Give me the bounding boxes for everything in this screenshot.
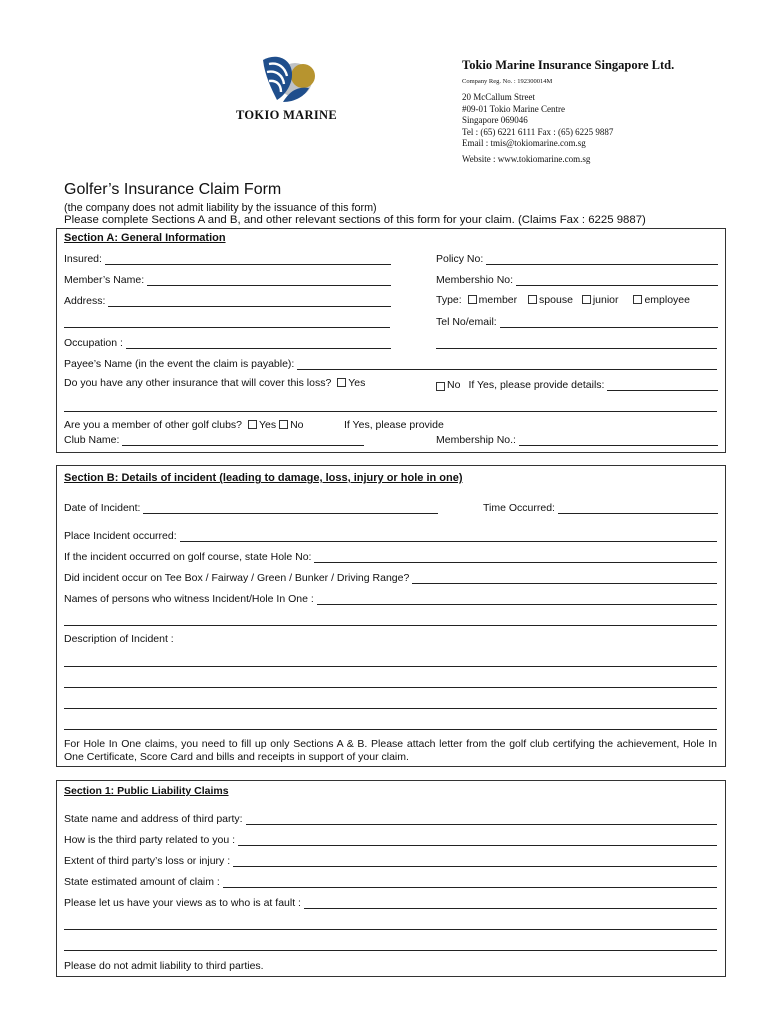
- address-line: Tel : (65) 6221 6111 Fax : (65) 6225 9887: [462, 126, 614, 137]
- other-insurance-yes-checkbox[interactable]: [337, 378, 346, 387]
- golf-club-yes-checkbox[interactable]: [248, 420, 257, 429]
- other-insurance-details-field[interactable]: [436, 377, 718, 391]
- membership-no-label: Membershio No:: [436, 274, 514, 286]
- type-junior-checkbox[interactable]: [582, 295, 591, 304]
- address-line: Singapore 069046: [462, 115, 528, 125]
- address-field[interactable]: [64, 293, 391, 307]
- time-occurred-field[interactable]: [483, 500, 718, 514]
- company-registration: Company Reg. No. : 192300014M: [462, 78, 553, 85]
- tel-email-field[interactable]: [436, 314, 718, 328]
- views-label: Please let us have your views as to who is at fault :: [64, 897, 301, 909]
- place-label: Place Incident occurred:: [64, 530, 177, 542]
- form-instruction: Please complete Sections A and B, and other relevant sections of this form for your claim. (Claims Fax : 6225 9887): [64, 214, 646, 226]
- witnesses-field[interactable]: [64, 591, 717, 605]
- golf-club-yes-label: Yes: [258, 419, 277, 431]
- location-label: Did incident occur on Tee Box / Fairway / Green / Bunker / Driving Range?: [64, 572, 410, 584]
- payee-label: Payee’s Name (in the event the claim is payable):: [64, 358, 295, 370]
- location-field[interactable]: [64, 570, 717, 584]
- address-label: Address:: [64, 295, 106, 307]
- date-of-incident-label: Date of Incident:: [64, 502, 141, 514]
- time-occurred-label: Time Occurred:: [483, 502, 555, 514]
- section-1-box: [56, 780, 726, 977]
- other-insurance-question: [64, 377, 365, 389]
- type-employee-label: employee: [644, 294, 690, 306]
- insured-label: Insured:: [64, 253, 102, 265]
- type-member-checkbox[interactable]: [468, 295, 477, 304]
- type-options: [436, 294, 690, 306]
- description-line-2[interactable]: [64, 687, 717, 688]
- witnesses-line-2[interactable]: [64, 625, 717, 626]
- section-b-title: Section B: Details of incident (leading to damage, loss, injury or hole in one): [64, 472, 463, 484]
- tel-email-line-2[interactable]: [436, 348, 717, 349]
- related-field[interactable]: [64, 832, 717, 846]
- section-a-title: Section A: General Information: [64, 232, 226, 244]
- views-line-3[interactable]: [64, 950, 717, 951]
- address-line: #09-01 Tokio Marine Centre: [462, 103, 565, 114]
- hole-in-one-note: For Hole In One claims, you need to fill up only Sections A & B. Please attach letter from the golf club certifying the achievement, Hole In One Certificate, Score Card and bills and receipts in support of your claim.: [64, 738, 717, 763]
- member-name-label: Member’s Name:: [64, 274, 145, 286]
- golf-club-question: [64, 419, 304, 431]
- type-member-label: member: [478, 294, 518, 306]
- extent-label: Extent of third party’s loss or injury :: [64, 855, 231, 867]
- club-membership-no-field[interactable]: [436, 432, 718, 446]
- date-of-incident-field[interactable]: [64, 500, 438, 514]
- other-insurance-no-checkbox[interactable]: [436, 382, 445, 391]
- views-line-2[interactable]: [64, 929, 717, 930]
- company-name: Tokio Marine Insurance Singapore Ltd.: [462, 58, 675, 72]
- extent-field[interactable]: [64, 853, 717, 867]
- witnesses-label: Names of persons who witness Incident/Hole In One :: [64, 593, 314, 605]
- policy-no-label: Policy No:: [436, 253, 484, 265]
- no-label: No: [447, 379, 461, 391]
- liability-warning: Please do not admit liability to third parties.: [64, 960, 264, 972]
- tel-email-label: Tel No/email:: [436, 316, 497, 328]
- golf-club-label: Are you a member of other golf clubs?: [64, 419, 243, 431]
- payee-field[interactable]: [64, 356, 717, 370]
- logo-wordmark: TOKIO MARINE: [236, 108, 337, 122]
- amount-field[interactable]: [64, 874, 717, 888]
- third-party-label: State name and address of third party:: [64, 813, 243, 825]
- type-spouse-label: spouse: [539, 294, 573, 306]
- section-a-box: [56, 228, 726, 453]
- place-field[interactable]: [64, 528, 717, 542]
- type-spouse-checkbox[interactable]: [528, 295, 537, 304]
- policy-no-field[interactable]: [436, 251, 718, 265]
- section-b-box: [56, 465, 726, 767]
- details-line[interactable]: [64, 411, 717, 412]
- address-line: 20 McCallum Street: [462, 92, 535, 102]
- club-name-label: Club Name:: [64, 434, 120, 446]
- type-junior-label: junior: [592, 294, 619, 306]
- type-employee-checkbox[interactable]: [633, 295, 642, 304]
- website: Website : www.tokiomarine.com.sg: [462, 153, 591, 164]
- hole-no-label: If the incident occurred on golf course, state Hole No:: [64, 551, 312, 563]
- description-label: Description of Incident :: [64, 633, 174, 645]
- section-1-title: Section 1: Public Liability Claims: [64, 785, 229, 797]
- if-yes-details-label: If Yes, please provide details:: [468, 379, 605, 391]
- amount-label: State estimated amount of claim :: [64, 876, 220, 888]
- golf-club-no-checkbox[interactable]: [279, 420, 288, 429]
- address-line: Email : tmis@tokiomarine.com.sg: [462, 138, 586, 148]
- insured-field[interactable]: [64, 251, 391, 265]
- type-label: Type:: [436, 294, 462, 306]
- occupation-label: Occupation :: [64, 337, 123, 349]
- description-line-4[interactable]: [64, 729, 717, 730]
- club-membership-no-label: Membership No.:: [436, 434, 516, 446]
- description-line-1[interactable]: [64, 666, 717, 667]
- form-disclaimer: (the company does not admit liability by the issuance of this form): [64, 202, 377, 214]
- club-name-field[interactable]: [64, 432, 364, 446]
- views-field[interactable]: [64, 895, 717, 909]
- golf-club-no-label: No: [290, 419, 304, 431]
- yes-label: Yes: [348, 377, 366, 389]
- occupation-field[interactable]: [64, 335, 391, 349]
- hole-no-field[interactable]: [64, 549, 717, 563]
- membership-no-field[interactable]: [436, 272, 718, 286]
- form-title: Golfer’s Insurance Claim Form: [64, 181, 282, 198]
- member-name-field[interactable]: [64, 272, 391, 286]
- related-label: How is the third party related to you :: [64, 834, 235, 846]
- company-address: [462, 92, 613, 165]
- other-insurance-label: Do you have any other insurance that will cover this loss?: [64, 377, 332, 389]
- third-party-field[interactable]: [64, 811, 717, 825]
- if-yes-provide: If Yes, please provide: [344, 419, 444, 431]
- address-line-2[interactable]: [64, 327, 390, 328]
- description-line-3[interactable]: [64, 708, 717, 709]
